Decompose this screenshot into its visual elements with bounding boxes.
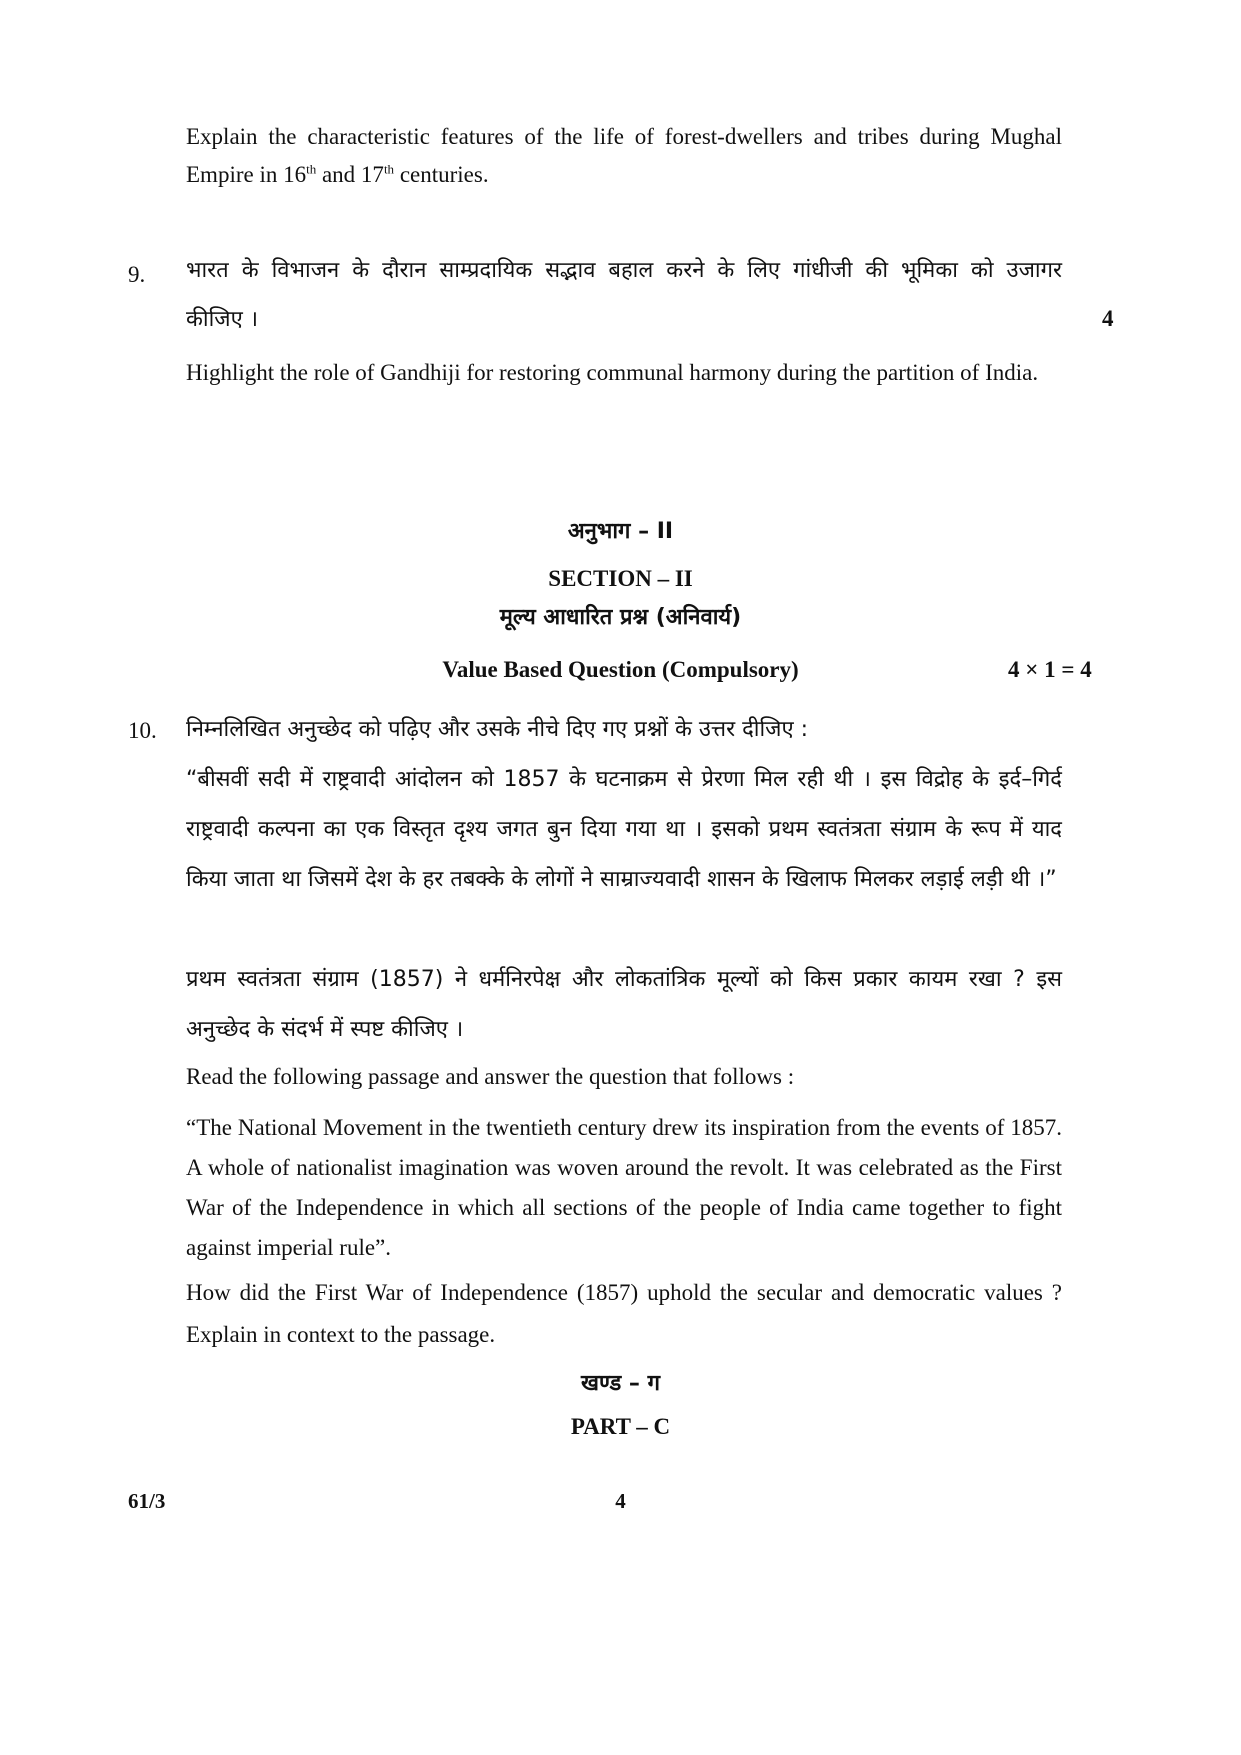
section-heading: SECTION – II bbox=[548, 566, 693, 591]
q9-marks: 4 bbox=[1102, 306, 1114, 331]
section-hindi-subheading: मूल्य आधारित प्रश्न (अनिवार्य) bbox=[499, 605, 742, 630]
q10-english-question: How did the First War of Independence (1857) uphold the secular and democratic values ? Explain in context to the passage. bbox=[186, 1280, 1062, 1347]
page-number: 4 bbox=[615, 1489, 626, 1513]
q10-number: 10. bbox=[128, 718, 157, 743]
section-hindi-heading: अनुभाग – II bbox=[567, 519, 674, 544]
q10-hindi-instruction: निम्नलिखित अनुच्छेद को पढ़िए और उसके नीचे दिए गए प्रश्नों के उत्तर दीजिए : bbox=[186, 717, 809, 742]
q8-english-text bbox=[186, 118, 1062, 194]
q8-text-part2: and 17 bbox=[316, 162, 384, 187]
q9-hindi-line2: कीजिए । bbox=[186, 307, 259, 332]
part-hindi-heading: खण्ड – ग bbox=[581, 1371, 660, 1396]
q9-hindi-line1: भारत के विभाजन के दौरान साम्प्रदायिक सद्भाव बहाल करने के लिए गांधीजी की भूमिका को उजागर bbox=[186, 258, 1062, 283]
q10-english-instruction: Read the following passage and answer the question that follows : bbox=[186, 1064, 795, 1089]
q8-superscript-1: th bbox=[306, 161, 317, 177]
section-subheading: Value Based Question (Compulsory) bbox=[442, 657, 799, 682]
paper-code: 61/3 bbox=[128, 1489, 166, 1513]
q8-text-part1: Explain the characteristic features of the life of forest-dwellers and tribes during Mughal Empire in 16 bbox=[186, 124, 1062, 187]
q10-hindi-question: प्रथम स्वतंत्रता संग्राम (1857) ने धर्मनिरपेक्ष और लोकतांत्रिक मूल्यों को किस प्रकार कायम रखा ? इस अनुच्छेद के संदर्भ में स्पष्ट कीजिए । bbox=[186, 967, 1062, 1042]
q10-english-passage: “The National Movement in the twentieth century drew its inspiration from the events of 1857. A whole of nationalist imagination was woven around the revolt. It was celebrated as the First War of the Independence in which all sections of the people of India came together to fight against imperial rule”. bbox=[186, 1115, 1062, 1260]
q8-text-part3: centuries. bbox=[394, 162, 489, 187]
q9-english-text: Highlight the role of Gandhiji for restoring communal harmony during the partition of India. bbox=[186, 360, 1039, 385]
section-marks: 4 × 1 = 4 bbox=[1008, 657, 1092, 682]
q10-hindi-passage: “बीसवीं सदी में राष्ट्रवादी आंदोलन को 1857 के घटनाक्रम से प्रेरणा मिल रही थी । इस विद्रोह के इर्द–गिर्द राष्ट्रवादी कल्पना का एक विस्तृत दृश्य जगत बुन दिया गया था । इसको प्रथम स्वतंत्रता संग्राम के रूप में याद किया जाता था जिसमें देश के हर तबक्के के लोगों ने साम्राज्यवादी शासन के खिलाफ मिलकर लड़ाई लड़ी थी ।” bbox=[186, 767, 1062, 892]
part-heading: PART – C bbox=[570, 1414, 671, 1439]
q9-number: 9. bbox=[128, 262, 146, 287]
q8-superscript-2: th bbox=[383, 161, 395, 177]
